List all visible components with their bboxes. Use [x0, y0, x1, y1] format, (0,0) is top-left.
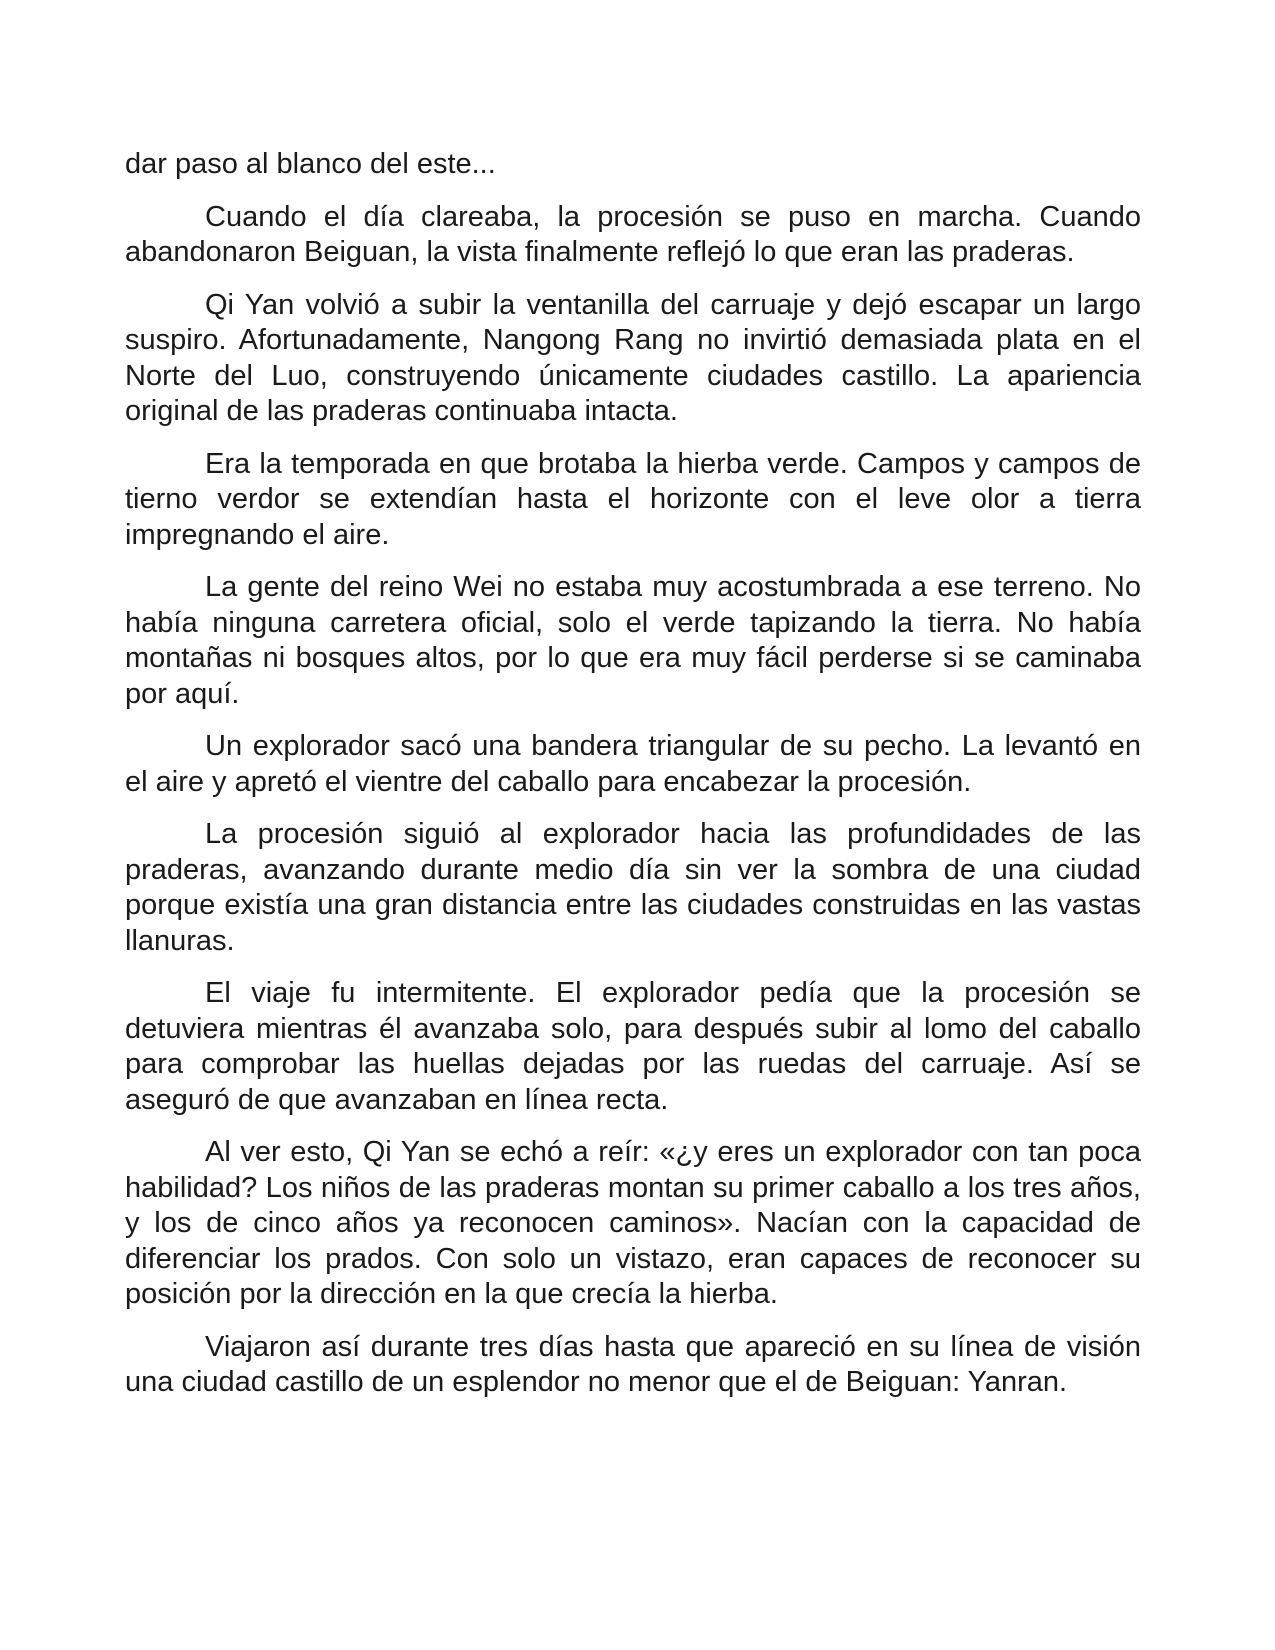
- paragraph: Qi Yan volvió a subir la ventanilla del carruaje y dejó escapar un largo suspiro. Afortunadamente, Nangong Rang no invirtió demasiada plata en el Norte del Luo, construyendo únicamente ciudades castillo. La apariencia original de las praderas continuaba intacta.: [125, 288, 1141, 427]
- paragraph: dar paso al blanco del este...: [125, 148, 496, 180]
- paragraph: Un explorador sacó una bandera triangular de su pecho. La levantó en el aire y apretó el vientre del caballo para encabezar la procesión.: [125, 730, 1141, 798]
- paragraph: El viaje fu intermitente. El explorador pedía que la procesión se detuviera mientras él avanzaba solo, para después subir al lomo del caballo para comprobar las huellas dejadas por las ruedas del carruaje. Así se aseguró de que avanzaban en línea recta.: [125, 977, 1141, 1116]
- paragraph: Al ver esto, Qi Yan se echó a reír: «¿y eres un explorador con tan poca habilidad? Los niños de las praderas montan su primer caballo a los tres años, y los de cinco años ya reconocen caminos». Nacían con la capacidad de diferenciar los prados. Con solo un vistazo, eran capaces de reconocer su posición por la dirección en la que crecía la hierba.: [125, 1136, 1141, 1310]
- paragraph: Cuando el día clareaba, la procesión se puso en marcha. Cuando abandonaron Beiguan, la vista finalmente reflejó lo que eran las praderas.: [125, 200, 1141, 268]
- document-page: [125, 147, 1141, 1418]
- paragraph: La procesión siguió al explorador hacia las profundidades de las praderas, avanzando durante medio día sin ver la sombra de una ciudad porque existía una gran distancia entre las ciudades construidas en las vastas llanuras.: [125, 818, 1141, 957]
- paragraph: La gente del reino Wei no estaba muy acostumbrada a ese terreno. No había ninguna carretera oficial, solo el verde tapizando la tierra. No había montañas ni bosques altos, por lo que era muy fácil perderse si se caminaba por aquí.: [125, 571, 1141, 710]
- paragraph: Era la temporada en que brotaba la hierba verde. Campos y campos de tierno verdor se extendían hasta el horizonte con el leve olor a tierra impregnando el aire.: [125, 447, 1141, 551]
- paragraph: Viajaron así durante tres días hasta que apareció en su línea de visión una ciudad castillo de un esplendor no menor que el de Beiguan: Yanran.: [125, 1330, 1141, 1398]
